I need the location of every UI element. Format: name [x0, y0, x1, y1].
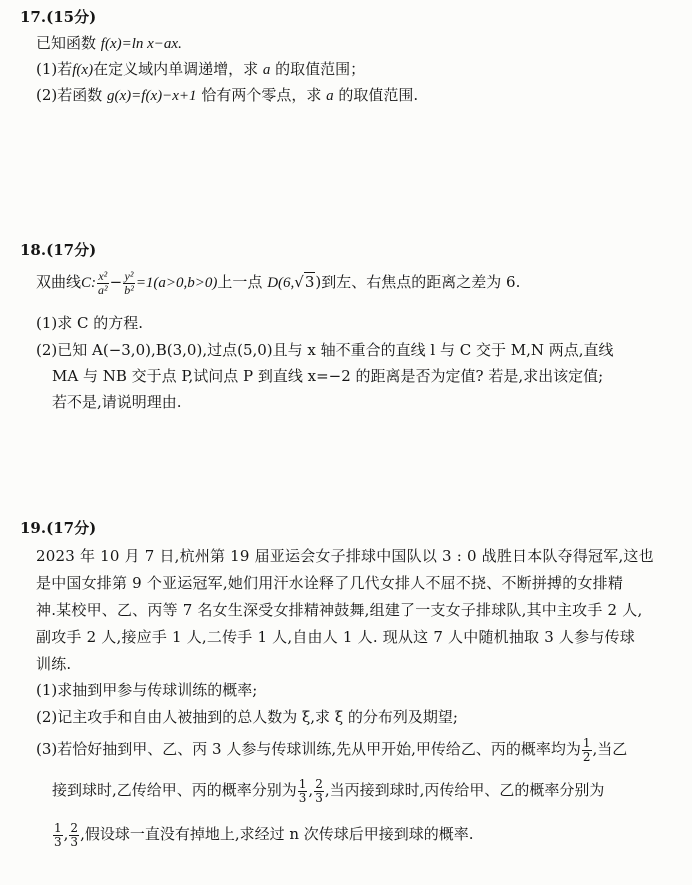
q17-part2-var: a: [326, 88, 334, 104]
q17-part1-fx: f(x): [72, 62, 94, 78]
q18-header: [20, 241, 96, 259]
q19-part3-line2: [52, 778, 604, 804]
q19-part3-line1: [36, 737, 627, 763]
q19-frac-third-2-den: 3: [54, 834, 62, 849]
q19-number: 19.: [20, 519, 47, 537]
q18-frac-x-num: x²: [98, 269, 108, 283]
q17-part2-expr: g(x)=f(x)−x+1: [107, 88, 197, 104]
q19-frac-two-third-num: 2: [315, 777, 323, 791]
q17-part1-var: a: [262, 62, 271, 78]
q17-stem-prefix: 已知函数: [36, 34, 97, 52]
q19-comma-2: ,: [63, 825, 69, 844]
q19-frac-third-2-num: 1: [54, 821, 62, 835]
q19-frac-third-den: 3: [298, 790, 307, 805]
q18-sqrt-val: 3: [304, 273, 315, 292]
q17-part2-a: (2)若函数: [36, 86, 103, 104]
q19-frac-two-third: [314, 778, 324, 804]
q19-header: [20, 519, 96, 537]
q19-para-line: 神.某校甲、乙、丙等 7 名女生深受女排精神鼓舞,组建了一支女子排球队,其中主攻手 2 人,: [36, 601, 643, 619]
q18-stem-b: 上一点: [217, 273, 263, 292]
q18-point-d: D(6,: [267, 275, 295, 292]
q19-para-line: 是中国女排第 9 个亚运冠军,她们用汗水诠释了几代女排人不屈不挠、不断拼搏的女排精: [36, 574, 624, 592]
q18-curve-name: C:: [81, 275, 97, 292]
q19-part3-a: (3)若恰好抽到甲、乙、丙 3 人参与传球训练,先从甲开始,甲传给乙、丙的概率均为: [36, 740, 581, 759]
q17-part1-a: (1)若: [36, 60, 73, 78]
q18-eq-rest: =1(a>0,b>0): [135, 275, 218, 292]
q17-stem-func: f(x)=ln x−ax.: [100, 36, 182, 52]
q18-frac-y-den: b²: [124, 282, 134, 297]
q19-frac-two-third-den: 3: [315, 790, 323, 805]
q19-para-line: 副攻手 2 人,接应手 1 人,二传手 1 人,自由人 1 人. 现从这 7 人中随机抽取 3 人参与传球: [36, 628, 635, 646]
q19-part1: (1)求抽到甲参与传球训练的概率;: [36, 681, 258, 699]
q19-para-line: 2023 年 10 月 7 日,杭州第 19 届亚运会女子排球中国队以 3 : 0 战胜日本队夺得冠军,这也: [36, 547, 654, 565]
q18-point-d-end: ): [315, 273, 322, 292]
q18-part2-line2: MA 与 NB 交于点 P,试问点 P 到直线 x=−2 的距离是否为定值? 若是,求出该定值;: [52, 367, 604, 385]
q19-part3-d: ,当丙接到球时,丙传给甲、乙的概率分别为: [324, 781, 605, 800]
q18-score: (17分): [46, 241, 97, 259]
q18-stem-c: 到左、右焦点的距离之差为 6.: [321, 273, 521, 292]
q19-part3-e: ,假设球一直没有掉地上,求经过 n 次传球后甲接到球的概率.: [80, 825, 474, 844]
q19-part3-b: ,当乙: [592, 740, 628, 759]
q17-part1: [36, 60, 365, 79]
q19-part3-line3: [52, 822, 474, 848]
q19-score: (17分): [46, 519, 97, 537]
q17-part1-b: 在定义域内单调递增，求: [93, 60, 259, 78]
q18-frac-y: [123, 270, 135, 296]
q18-part2-line1: (2)已知 A(−3,0),B(3,0),过点(5,0)且与 x 轴不重合的直线 l 与 C 交于 M,N 两点,直线: [36, 341, 614, 359]
q19-part2: (2)记主攻手和自由人被抽到的总人数为 ξ,求 ξ 的分布列及期望;: [36, 708, 458, 726]
q17-number: 17.: [20, 8, 47, 26]
q17-part1-c: 的取值范围；: [275, 60, 366, 78]
q19-frac-third-num: 1: [298, 777, 307, 791]
q19-frac-half-den: 2: [582, 749, 591, 764]
q17-part2-b: 恰有两个零点，求: [201, 86, 322, 104]
q18-part1: (1)求 C 的方程.: [36, 314, 144, 332]
q19-frac-two-third-2-num: 2: [70, 821, 79, 835]
q19-comma: ,: [308, 781, 314, 800]
q17-header: [20, 8, 96, 26]
q17-score: (15分): [46, 8, 97, 26]
q18-stem-a: 双曲线: [36, 273, 82, 292]
q18-frac-x-den: a²: [98, 282, 108, 297]
q18-part2-line3: 若不是,请说明理由.: [52, 393, 182, 411]
q19-frac-two-third-2: [69, 822, 79, 848]
q18-frac-y-num: y²: [124, 269, 134, 283]
q18-minus: −: [109, 273, 123, 292]
q17-stem: [36, 34, 182, 53]
q19-para-line: 训练.: [36, 655, 72, 673]
q19-frac-two-third-2-den: 3: [70, 834, 79, 849]
q19-frac-third: [298, 778, 308, 804]
q17-part2-c: 的取值范围.: [338, 86, 419, 104]
q18-number: 18.: [20, 241, 47, 259]
q18-frac-x: [97, 270, 109, 296]
q19-frac-half-num: 1: [582, 736, 591, 750]
q19-part3-c: 接到球时,乙传给甲、丙的概率分别为: [52, 781, 297, 800]
q19-frac-third-2: [53, 822, 63, 848]
q17-part2: [36, 86, 418, 105]
q19-frac-half: [582, 737, 592, 763]
q18-stem: 双曲线C: $\frac{\text{x²}}{\text{a²}}$ − $\frac{\text{y²}}{\text{b²}}$ =1(a>0,b>0)上一点 D(6,√3)到左、右焦点的距离之差为 6.: [36, 269, 521, 297]
